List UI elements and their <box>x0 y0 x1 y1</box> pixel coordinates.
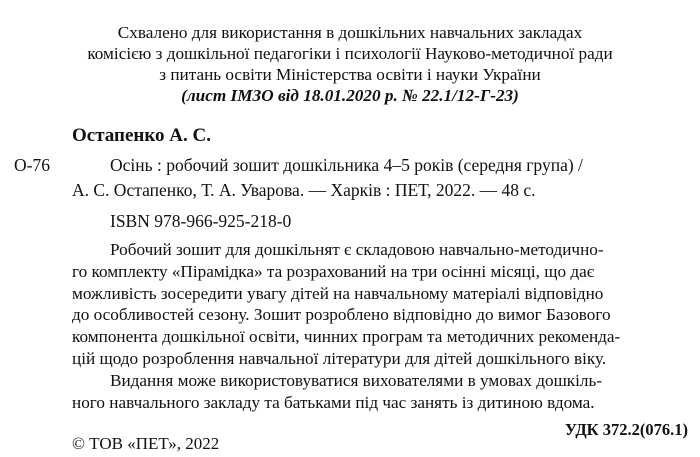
annotation-line: цій щодо розроблення навчальної літератури для дітей дошкільного віку. <box>72 348 607 368</box>
annotation-line: Видання може використовуватися вихователями в умовах дошкіль- <box>110 370 603 390</box>
approval-reference: (лист ІМЗО від 18.01.2020 р. № 22.1/12-Г-23) <box>181 86 519 105</box>
annotation-line: го комплекту «Пірамідка» та розрахований на три осінні місяці, що дає <box>72 261 595 281</box>
author-heading: Остапенко А. С. <box>72 125 211 146</box>
approval-line-1: Схвалено для використання в дошкільних навчальних закладах <box>117 23 583 42</box>
annotation-line: Робочий зошит для дошкільнят є складовою навчально-методично- <box>110 240 604 259</box>
annotation-line: ного навчального закладу та батьками під час занять із дитиною вдома. <box>72 392 595 412</box>
annotation <box>72 239 620 413</box>
approval-line-2: комісією з дошкільної педагогіки і психології Науково-методичної ради <box>87 44 613 63</box>
isbn: ISBN 978-966-925-218-0 <box>110 211 292 231</box>
annotation-line: можливість зосередити увагу дітей на навчальному матеріалі відповідно <box>72 283 604 303</box>
copyright-notice: © ТОВ «ПЕТ», 2022 <box>72 434 220 453</box>
bibliographic-responsibility: А. С. Остапенко, Т. А. Уварова. — Харків : ПЕТ, 2022. — 48 с. <box>72 180 536 200</box>
approval-line-3: з питань освіти Міністерства освіти і науки України <box>159 65 541 84</box>
approval-notice <box>0 22 700 106</box>
annotation-line: до особливостей сезону. Зошит розроблено відповідно до вимог Базового <box>72 305 611 325</box>
udk-code: УДК 372.2(076.1) <box>564 420 688 439</box>
classification-code: О-76 <box>14 155 50 175</box>
bibliographic-title: Осінь : робочий зошит дошкільника 4–5 років (середня група) / <box>110 155 583 175</box>
annotation-line: компонента дошкільної освіти, чинних програм та методичних рекоменда- <box>72 327 621 347</box>
